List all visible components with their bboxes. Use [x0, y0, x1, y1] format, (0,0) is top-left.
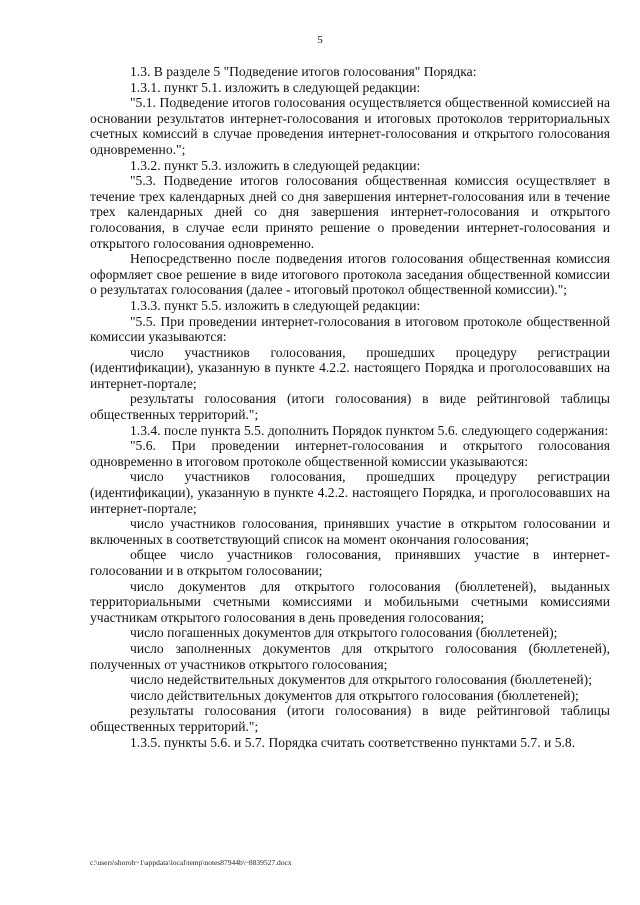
- paragraph-5-6-item-1: число участников голосования, прошедших процедуру регистрации (идентификации), указанную в пункте 4.2.2. настоящего Порядка, и проголосовавших на интернет-портале;: [90, 469, 610, 516]
- paragraph-1-3-2: 1.3.2. пункт 5.3. изложить в следующей редакции:: [130, 157, 421, 173]
- paragraph-protocol: Непосредственно после подведения итогов голосования общественная комиссия оформляет свое решение в виде итогового протокола заседания общественной комиссии о результатах голосования (далее - итоговый протокол общественной комиссии).";: [90, 251, 610, 298]
- paragraph-5-6-item-3: общее число участников голосования, принявших участие в интернет-голосовании и в открытом голосовании;: [90, 547, 610, 578]
- paragraph-5-6-item-9: результаты голосования (итоги голосования) в виде рейтинговой таблицы общественных территорий.";: [90, 703, 610, 734]
- footer-file-path: c:\users\shoroh~1\appdata\local\temp\notes87944b\~8839527.docx: [90, 858, 292, 867]
- paragraph-5-6-item-6: число заполненных документов для открытого голосования (бюллетеней), полученных от участников открытого голосования;: [90, 640, 610, 672]
- paragraph-5-6-item-8: число действительных документов для открытого голосования (бюллетеней);: [130, 687, 579, 703]
- paragraph-1-3-3: 1.3.3. пункт 5.5. изложить в следующей редакции:: [130, 297, 421, 313]
- paragraph-5-6: "5.6. При проведении интернет-голосования и открытого голосования одновременно в итоговом протоколе общественной комиссии указываются:: [90, 438, 610, 469]
- paragraph-5-5-item-2: результаты голосования (итоги голосования) в виде рейтинговой таблицы общественных территорий.";: [90, 391, 610, 423]
- document-body: [90, 64, 610, 750]
- paragraph-5-5: "5.5. При проведении интернет-голосования в итоговом протоколе общественной комиссии указываются:: [90, 313, 610, 345]
- paragraph-5-3: "5.3. Подведение итогов голосования общественная комиссия осуществляет в течение трех календарных дней со дня завершения интернет-голосования или в течение трех календарных дней со дня завершения интернет-голосования и открытого голосования, в случае если принято решение о проведении интернет-голосования и открытого голосования одновременно.: [90, 173, 610, 251]
- paragraph-1-3-4: 1.3.4. после пункта 5.5. дополнить Порядок пунктом 5.6. следующего содержания:: [130, 422, 609, 438]
- page-number: 5: [317, 34, 323, 46]
- paragraph-1-3: 1.3. В разделе 5 "Подведение итогов голосования" Порядка:: [130, 64, 477, 79]
- paragraph-5-5-item-1: число участников голосования, прошедших процедуру регистрации (идентификации), указанную в пункте 4.2.2. настоящего Порядка и проголосовавших на интернет-портале;: [90, 344, 610, 391]
- paragraph-1-3-1: 1.3.1. пункт 5.1. изложить в следующей редакции:: [130, 79, 421, 95]
- paragraph-5-6-item-5: число погашенных документов для открытого голосования (бюллетеней);: [130, 625, 558, 641]
- paragraph-5-6-item-4: число документов для открытого голосования (бюллетеней), выданных территориальными счетными комиссиями и мобильными счетными комиссиями участникам открытого голосования в день проведения голосования;: [90, 578, 610, 625]
- paragraph-1-3-5: 1.3.5. пункты 5.6. и 5.7. Порядка считать соответственно пунктами 5.7. и 5.8.: [130, 734, 576, 750]
- paragraph-5-6-item-7: число недействительных документов для открытого голосования (бюллетеней);: [130, 672, 592, 688]
- paragraph-5-6-item-2: число участников голосования, принявших участие в открытом голосовании и включенных в соответствующий список на момент окончания голосования;: [90, 516, 610, 547]
- paragraph-5-1: "5.1. Подведение итогов голосования осуществляется общественной комиссией на основании результатов интернет-голосования и итоговых протоколов территориальных счетных комиссий в случае проведения интернет-голосования и открытого голосования одновременно.";: [90, 95, 610, 157]
